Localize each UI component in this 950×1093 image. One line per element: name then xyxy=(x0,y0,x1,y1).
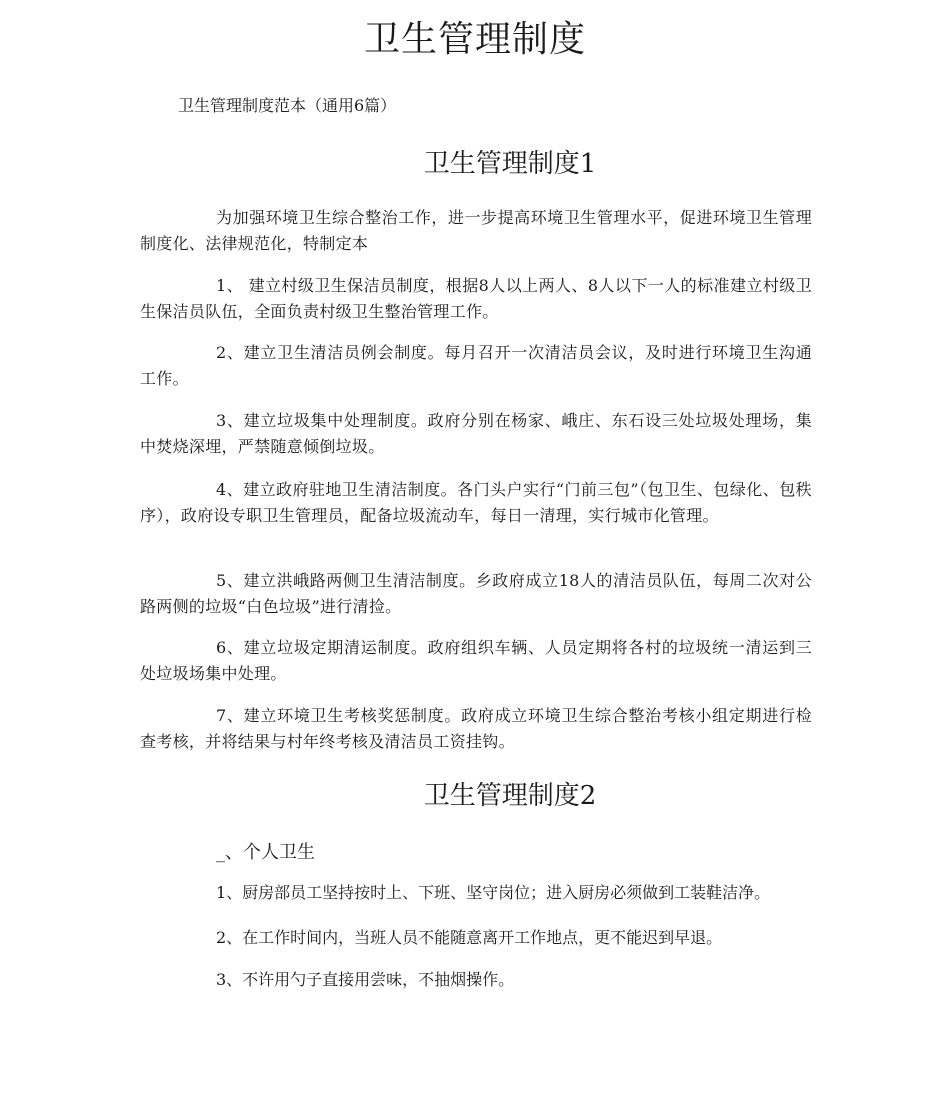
section-1-item-1: 1、 建立村级卫生保洁员制度，根据8人以上两人、8人以下一人的标准建立村级卫生保洁员队伍，全面负责村级卫生整治管理工作。 xyxy=(140,276,812,321)
section-2-item-3: 3、不许用勺子直接用尝味，不抽烟操作。 xyxy=(216,970,515,989)
document-subtitle: 卫生管理制度范本（通用6篇） xyxy=(178,96,397,115)
section-2-subheading: _、个人卫生 xyxy=(216,842,315,863)
section-1-item-5: 5、建立洪峨路两侧卫生清洁制度。乡政府成立18人的清洁员队伍，每周二次对公路两侧的垃圾“白色垃圾”进行清捡。 xyxy=(140,571,812,616)
section-1-item-2: 2、建立卫生清洁员例会制度。每月召开一次清洁员会议，及时进行环境卫生沟通工作。 xyxy=(140,343,812,388)
section-2-item-2: 2、在工作时间内，当班人员不能随意离开工作地点，更不能迟到早退。 xyxy=(216,928,723,947)
section-1-item-3: 3、建立垃圾集中处理制度。政府分别在杨家、峨庄、东石设三处垃圾处理场，集中焚烧深埋，严禁随意倾倒垃圾。 xyxy=(140,411,812,456)
section-1-heading: 卫生管理制度1 xyxy=(423,149,597,179)
section-1-intro: 为加强环境卫生综合整治工作，进一步提高环境卫生管理水平，促进环境卫生管理制度化、法律规范化，特制定本 xyxy=(140,208,812,253)
section-2-item-1: 1、厨房部员工坚持按时上、下班、坚守岗位；进入厨房必须做到工装鞋洁净。 xyxy=(216,883,771,902)
section-1-item-6: 6、建立垃圾定期清运制度。政府组织车辆、人员定期将各村的垃圾统一清运到三处垃圾场集中处理。 xyxy=(140,638,812,683)
section-2-heading: 卫生管理制度2 xyxy=(423,781,597,811)
section-1-item-7: 7、建立环境卫生考核奖惩制度。政府成立环境卫生综合整治考核小组定期进行检查考核，并将结果与村年终考核及清洁员工资挂钩。 xyxy=(140,706,812,751)
section-1-item-4: 4、建立政府驻地卫生清洁制度。各门头户实行“门前三包”（包卫生、包绿化、包秩序），政府设专职卫生管理员，配备垃圾流动车，每日一清理，实行城市化管理。 xyxy=(140,480,812,525)
document-title: 卫生管理制度 xyxy=(363,19,586,60)
